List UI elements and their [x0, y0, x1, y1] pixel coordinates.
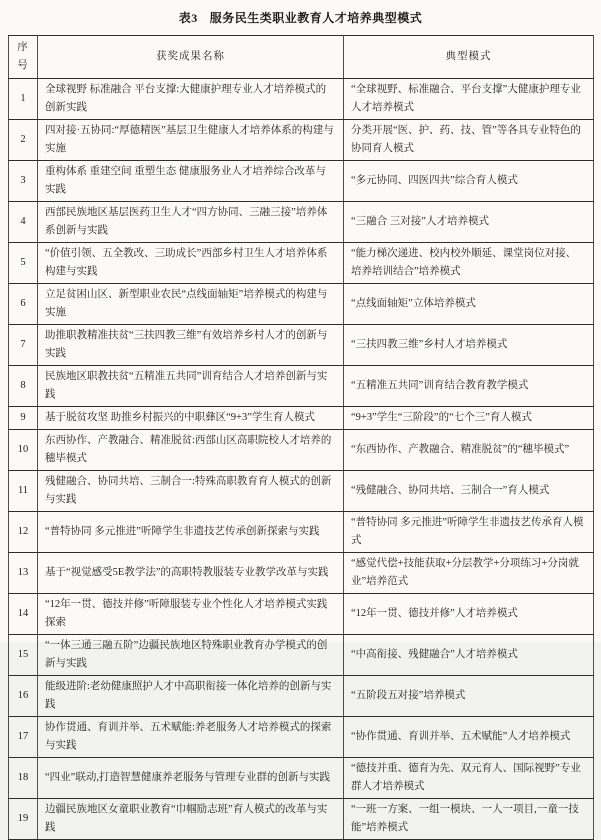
row-index-cell: 10	[9, 430, 38, 471]
typical-mode-cell: “点线面轴矩”立体培养模式	[344, 284, 594, 325]
award-name-cell: 立足贫困山区、新型职业农民“点线面轴矩”培养模式的构建与实施	[38, 284, 344, 325]
table-row	[9, 758, 594, 799]
award-name-cell: 西部民族地区基层医药卫生人才“四方协同、三融三接”培养体系创新与实践	[38, 202, 344, 243]
row-index-cell: 19	[9, 799, 38, 840]
award-name-cell: “普特协同 多元推进”听障学生非遗技艺传承创新探索与实践	[38, 512, 344, 553]
table-row	[9, 553, 594, 594]
typical-mode-cell: “能力梯次递进、校内校外顺延、课堂岗位对接、培养培训结合”培养模式	[344, 243, 594, 284]
award-name-cell: 民族地区职教扶贫“五精准五共同”训育结合人才培养创新与实践	[38, 366, 344, 407]
award-name-cell: 全球视野 标准融合 平台支撑:大健康护理专业人才培养模式的创新实践	[38, 79, 344, 120]
typical-mode-cell: “普特协同 多元推进”听障学生非遗技艺传承育人模式	[344, 512, 594, 553]
typical-mode-cell: “一班一方案、一组一模块、一人一项目,一童一技能”培养模式	[344, 799, 594, 840]
table-body	[9, 79, 594, 840]
row-index-cell: 2	[9, 120, 38, 161]
row-index-cell: 1	[9, 79, 38, 120]
award-name-cell: “价值引领、五全教改、三助成长”西部乡村卫生人才培养体系构建与实践	[38, 243, 344, 284]
table-row	[9, 407, 594, 430]
award-name-cell: 东西协作、产教融合、精准脱贫:西部山区高职院校人才培养的穗毕模式	[38, 430, 344, 471]
award-name-cell: 协作贯通、育训并举、五术赋能:养老服务人才培养模式的探索与实践	[38, 717, 344, 758]
typical-mode-cell: “12年一贯、德技并修”人才培养模式	[344, 594, 594, 635]
table-row	[9, 243, 594, 284]
table-row	[9, 717, 594, 758]
table-header	[9, 36, 594, 79]
table-caption-text: 服务民生类职业教育人才培养典型模式	[209, 11, 423, 25]
row-index-cell: 11	[9, 471, 38, 512]
row-index-cell: 3	[9, 161, 38, 202]
award-name-cell: 残健融合、协同共培、三制合一:特殊高职教育育人模式的创新与实践	[38, 471, 344, 512]
row-index-cell: 7	[9, 325, 38, 366]
typical-mode-cell: “9+3”学生“三阶段”的“七个三”育人模式	[344, 407, 594, 430]
award-name-cell: “四业”联动,打造智慧健康养老服务与管理专业群的创新与实践	[38, 758, 344, 799]
row-index-cell: 6	[9, 284, 38, 325]
award-name-cell: 基于脱贫攻坚 助推乡村振兴的中职彝区“9+3”学生育人模式	[38, 407, 344, 430]
table-row	[9, 635, 594, 676]
row-index-cell: 13	[9, 553, 38, 594]
typical-mode-cell: “协作贯通、育训并举、五术赋能”人才培养模式	[344, 717, 594, 758]
award-name-cell: “12年一贯、德技并修”听障服装专业个性化人才培养模式实践探索	[38, 594, 344, 635]
row-index-cell: 8	[9, 366, 38, 407]
table-row	[9, 799, 594, 840]
row-index-cell: 9	[9, 407, 38, 430]
row-index-cell: 16	[9, 676, 38, 717]
typical-mode-cell: “感觉代偿+技能获取+分层教学+分项练习+分岗就业”培养范式	[344, 553, 594, 594]
row-index-cell: 14	[9, 594, 38, 635]
table-row	[9, 325, 594, 366]
table-row	[9, 594, 594, 635]
table-row	[9, 202, 594, 243]
table-row	[9, 471, 594, 512]
row-index-cell: 12	[9, 512, 38, 553]
typical-mode-cell: “五精准五共同”训育结合教育教学模式	[344, 366, 594, 407]
table-row	[9, 430, 594, 471]
column-header-award-name: 获奖成果名称	[38, 36, 344, 79]
row-index-cell: 15	[9, 635, 38, 676]
award-name-cell: 能级进阶:老幼健康照护人才中高职衔接一体化培养的创新与实践	[38, 676, 344, 717]
typical-mode-cell: “五阶段五对接”培养模式	[344, 676, 594, 717]
column-header-typical-mode: 典型模式	[344, 36, 594, 79]
table-row	[9, 284, 594, 325]
row-index-cell: 18	[9, 758, 38, 799]
typical-mode-cell: “三融合 三对接”人才培养模式	[344, 202, 594, 243]
row-index-cell: 17	[9, 717, 38, 758]
award-name-cell: 助推职教精准扶贫“三扶四教三维”有效培养乡村人才的创新与实践	[38, 325, 344, 366]
row-index-cell: 5	[9, 243, 38, 284]
typical-mode-cell: “残健融合、协同共培、三制合一”育人模式	[344, 471, 594, 512]
column-header-index: 序号	[9, 36, 38, 79]
typical-mode-cell: “全球视野、标准融合、平台支撑”大健康护理专业人才培养模式	[344, 79, 594, 120]
typical-mode-cell: “中高衔接、残健融合”人才培养模式	[344, 635, 594, 676]
table-row	[9, 512, 594, 553]
header-row	[9, 36, 594, 79]
table-row	[9, 366, 594, 407]
award-name-cell: 重构体系 重建空间 重塑生态 健康服务业人才培养综合改革与实践	[38, 161, 344, 202]
typical-mode-cell: “德技并重、德育为先、双元育人、国际视野”专业群人才培养模式	[344, 758, 594, 799]
table-row	[9, 79, 594, 120]
typical-mode-cell: 分类开展“医、护、药、技、管”等各具专业特色的协同育人模式	[344, 120, 594, 161]
table-number: 表3	[178, 11, 198, 25]
award-name-cell: 边疆民族地区女童职业教育“巾帼励志班”育人模式的改革与实践	[38, 799, 344, 840]
typical-modes-table	[8, 35, 594, 840]
typical-mode-cell: “多元协同、四医四共”综合育人模式	[344, 161, 594, 202]
award-name-cell: 四对接·五协同:“厚德精医”基层卫生健康人才培养体系的构建与实施	[38, 120, 344, 161]
award-name-cell: 基于“视觉感受5E教学法”的高职特教服装专业教学改革与实践	[38, 553, 344, 594]
table-caption	[8, 9, 593, 26]
table-row	[9, 676, 594, 717]
typical-mode-cell: “东西协作、产教融合、精准脱贫”的“穗毕模式”	[344, 430, 594, 471]
table-row	[9, 120, 594, 161]
row-index-cell: 4	[9, 202, 38, 243]
award-name-cell: “一体三通三融五阶”边疆民族地区特殊职业教育办学模式的创新与实践	[38, 635, 344, 676]
typical-mode-cell: “三扶四教三维”乡村人才培养模式	[344, 325, 594, 366]
table-row	[9, 161, 594, 202]
